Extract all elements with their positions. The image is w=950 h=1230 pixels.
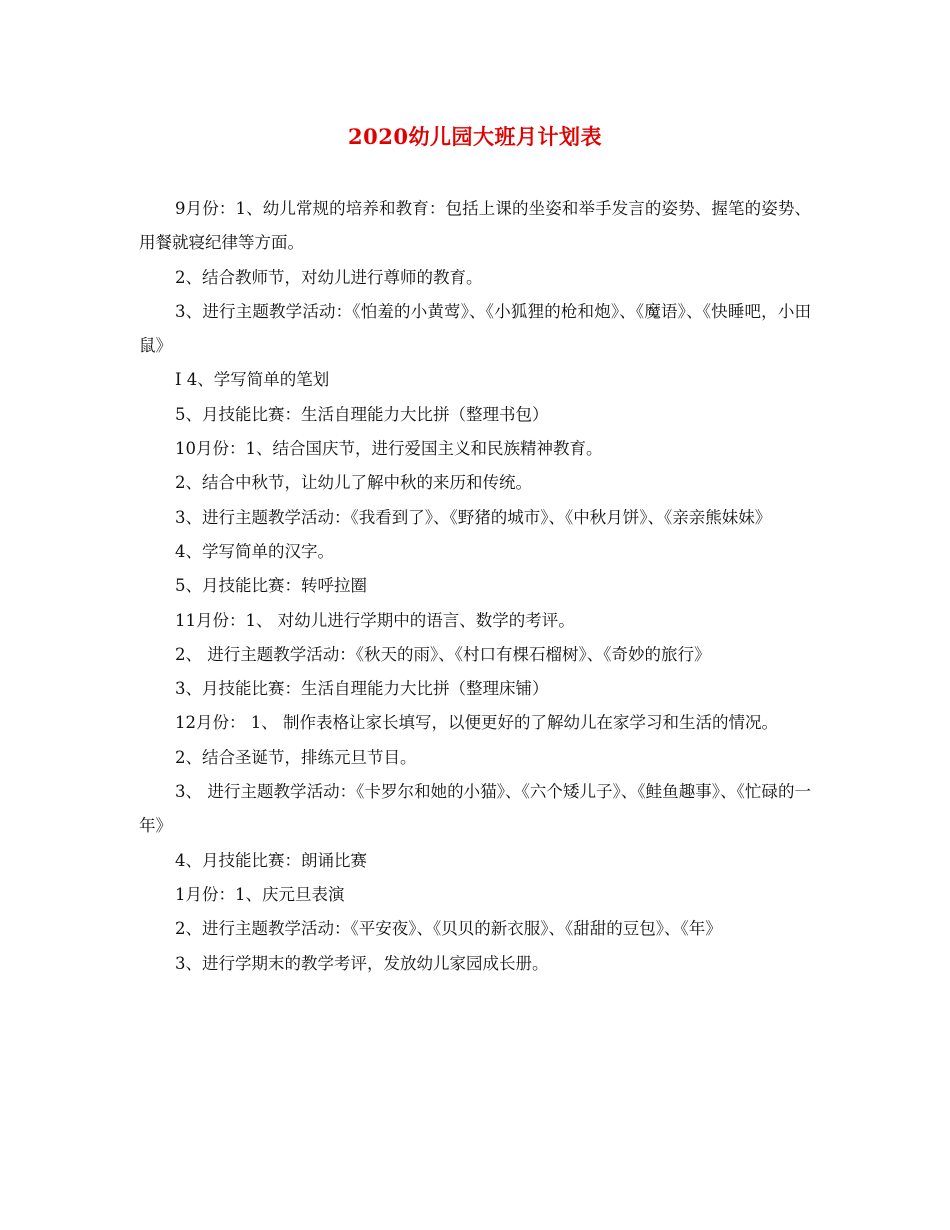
paragraph-sep-item-5: 5、月技能比赛：生活自理能力大比拼（整理书包） bbox=[175, 404, 549, 424]
paragraph-oct-item-5: 5、月技能比赛：转呼拉圈 bbox=[175, 576, 367, 596]
document-title: 2020幼儿园大班月计划表 bbox=[348, 124, 602, 149]
paragraph-oct-item-4: 4、学写简单的汉字。 bbox=[175, 541, 334, 561]
paragraph-nov-item-2: 2、 进行主题教学活动：《秋天的雨》、《村口有棵石榴树》、《奇妙的旅行》 bbox=[175, 644, 711, 664]
paragraph-oct-item-1: 10月份：1、结合国庆节，进行爱国主义和民族精神教育。 bbox=[175, 439, 603, 459]
paragraph-dec-item-1: 12月份： 1、 制作表格让家长填写，以便更好的了解幼儿在家学习和生活的情况。 bbox=[175, 713, 778, 733]
paragraph-dec-item-4: 4、月技能比赛：朗诵比赛 bbox=[175, 850, 367, 870]
paragraph-dec-item-3: 3、 进行主题教学活动：《卡罗尔和她的小猫》、《六个矮儿子》、《鲑鱼趣事》、《忙碌的一年》 bbox=[139, 782, 811, 836]
document-body bbox=[139, 192, 811, 981]
paragraph-sep-item-2: 2、结合教师节，对幼儿进行尊师的教育。 bbox=[175, 267, 483, 287]
paragraph-jan-item-3: 3、进行学期末的教学考评，发放幼儿家园成长册。 bbox=[175, 953, 549, 973]
paragraph-dec-item-2: 2、结合圣诞节，排练元旦节目。 bbox=[175, 747, 417, 767]
paragraph-jan-item-2: 2、进行主题教学活动：《平安夜》、《贝贝的新衣服》、《甜甜的豆包》、《年》 bbox=[175, 919, 722, 939]
paragraph-jan-item-1: 1月份：1、庆元旦表演 bbox=[175, 884, 345, 904]
paragraph-sep-item-3: 3、进行主题教学活动：《怕羞的小黄莺》、《小狐狸的枪和炮》、《魔语》、《快睡吧，小田鼠》 bbox=[139, 301, 811, 356]
paragraph-oct-item-2: 2、结合中秋节，让幼儿了解中秋的来历和传统。 bbox=[175, 473, 532, 493]
paragraph-sep-item-1: 9月份：1、幼儿常规的培养和教育：包括上课的坐姿和举手发言的姿势、握笔的姿势、用餐就寝纪律等方面。 bbox=[139, 199, 811, 253]
paragraph-sep-item-4: I 4、学写简单的笔划 bbox=[175, 370, 330, 390]
paragraph-oct-item-3: 3、进行主题教学活动：《我看到了》、《野猪的城市》、《中秋月饼》、《亲亲熊妹妹》 bbox=[175, 507, 772, 527]
paragraph-nov-item-1: 11月份：1、 对幼儿进行学期中的语言、数学的考评。 bbox=[175, 610, 575, 630]
paragraph-nov-item-3: 3、月技能比赛：生活自理能力大比拼（整理床铺） bbox=[175, 679, 549, 699]
